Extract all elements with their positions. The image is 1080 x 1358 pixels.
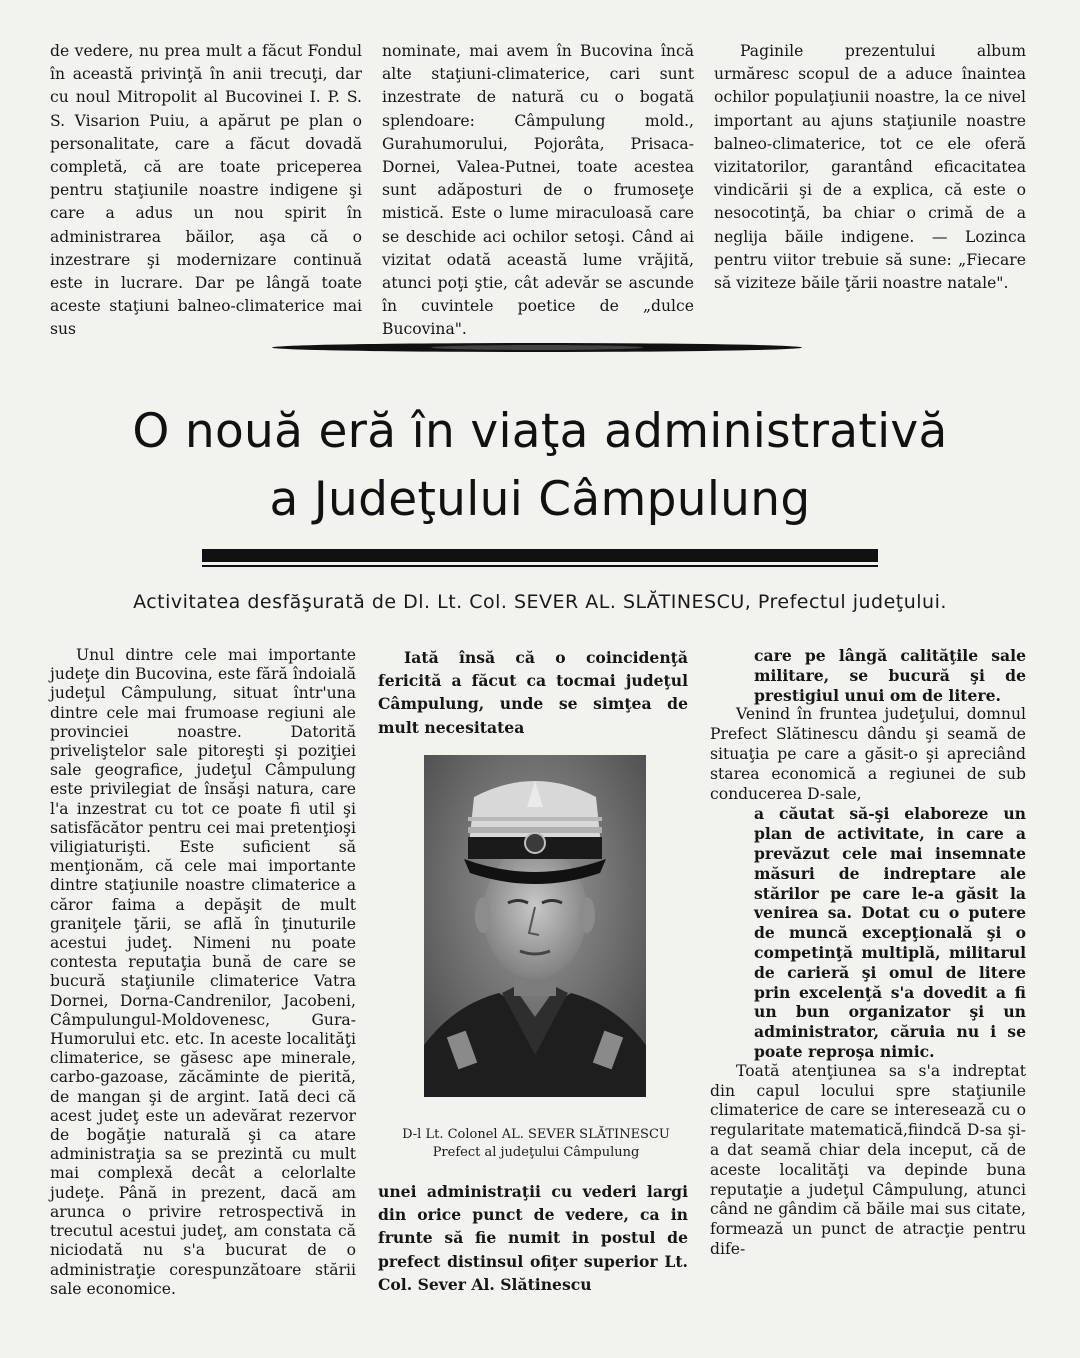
article-subtitle: Activitatea desfăşurată de Dl. Lt. Col. SEVER AL. SLĂTINESCU, Prefectul judeţului. bbox=[133, 591, 947, 613]
body-column-3 bbox=[710, 646, 1026, 1260]
top-column-2-text: nominate, mai avem în Bucovina încă alte staţiuni-climaterice, cari sunt inzestrate de natură cu o bogată splendoare: Câmpulung mold., Gurahumorului, Pojorâta, Prisaca-Dornei, Valea-Putnei, toate acestea sunt adăposturi de o frumoseţe mistică. Este o lume miraculoasă care se deschide aci ochilor setoşi. Când ai vizitat odată această lume vrăjită, atunci poţi ştie, cât adevăr se ascunde în cuvintele poetice de „dulce Bucovina". bbox=[382, 42, 694, 339]
body-column-2-top-text: Iată însă că o coincidenţă fericită a făcut ca tocmai judeţul Câmpulung, unde se simţea de mult necesitatea bbox=[378, 648, 688, 737]
top-column-2 bbox=[382, 40, 694, 342]
headline-rule bbox=[202, 549, 878, 562]
body-column-2-top bbox=[378, 646, 688, 739]
body-column-3-paragraph-1: Venind în fruntea judeţului, domnul Prefect Slătinescu dându şi seamă de situaţia pe care a găsit-o şi apreciând starea economică a regiunei de sub conducerea D-sale, bbox=[710, 705, 1026, 803]
caption-line-2: Prefect al judeţului Câmpulung bbox=[432, 1145, 640, 1160]
body-column-2-bottom-text: unei administraţii cu vederi largi din orice punct de vedere, ca in frunte să fie numit in postul de prefect distinsul ofiţer superior Lt. Col. Sever Al. Slătinescu bbox=[378, 1182, 688, 1294]
article-headline bbox=[0, 398, 1080, 534]
top-column-1-text: de vedere, nu prea mult a făcut Fondul în această privinţă în anii trecuţi, dar cu noul Mitropolit al Bucovinei I. P. S. S. Visarion Puiu, a apărut pe plan o personalitate, care a făcut dovadă completă, că are toate priceperea pentru staţiunile noastre indigene şi care a adus un nou spirit în administrarea băilor, aşa că o inzestrare şi modernizare continuă este in lucrare. Dar pe lângă toate aceste staţiuni balneo-climaterice mai sus bbox=[50, 42, 362, 339]
body-column-2-bottom bbox=[378, 1180, 688, 1296]
body-column-1-text: Unul dintre cele mai importante judeţe din Bucovina, este fără îndoială judeţul Câmpulung, situat într'una dintre cele mai frumoase regiuni ale provinciei noastre. Datorită priveliştelor sale pitoreşti şi poziţiei sale geografice, judeţul Câmpulung este privilegiat de însăşi natura, care l'a inzestrat cu tot ce poate fi util şi satisfăcător pentru cei mai pretenţioşi viligiaturişti. Este suficient să menţionăm, că cele mai importante dintre staţiunile noastre climaterice a căror faima a depăşit de mult graniţele ţării, se află în ţinuturile acestui judeţ. Nimeni nu poate contesta reputaţia bună de care se bucură staţiunile climaterice Vatra Dornei, Dorna-Candrenilor, Jacobeni, Câmpulungul-Moldovenesc, Gura-Humorului etc. etc. In aceste localităţi climaterice, se găsesc ape minerale, carbo-gazoase, zăcăminte de pierită, de mangan şi de argint. Iată deci că acest judeţ este un adevărat rezervor de bogăţie naturală şi ca atare administraţia sa se prezintă cu mult mai complexă decât a celorlalte judeţe. Până in prezent, dacă am arunca o privire retrospectivă in trecutul acestui judeţ, am constata că niciodată nu s'a bucurat de o administraţie corespunzătoare stării sale economice. bbox=[50, 646, 356, 1298]
ornamental-divider-top bbox=[272, 343, 802, 352]
caption-line-1: D-l Lt. Colonel AL. SEVER SLĂTINESCU bbox=[402, 1127, 670, 1142]
top-column-3-text: Paginile prezentului album urmăresc scopul de a aduce înaintea ochilor populaţiunii noastre, la ce nivel important au ajuns staţiunile noastre balneo-climaterice, tot ce ele oferă vizitatorilor, garantând eficacitatea vindicării şi de a explica, că este o nesocotinţă, ba chiar o crimă de a neglija băile indigene. — Lozinca pentru viitor trebuie să sune: „Fiecare să viziteze băile ţării noastre natale". bbox=[714, 42, 1026, 293]
portrait-illustration bbox=[424, 755, 646, 1097]
photo-caption bbox=[372, 1126, 700, 1162]
top-column-1 bbox=[50, 40, 362, 342]
top-column-3 bbox=[714, 40, 1026, 295]
body-column-1 bbox=[50, 646, 356, 1299]
headline-line-1: O nouă eră în viaţa administrativă bbox=[132, 404, 948, 459]
body-column-3-bold-2: a căutat să-şi elaboreze un plan de activitate, in care a prevăzut cele mai insemnate măsuri de indreptare ale stărilor pe care le-a găsit la venirea sa. Dotat cu o putere de muncă excepţională şi o competinţă multiplă, militarul de carieră şi omul de litere prin excelenţă s'a dovedit a fi un bun organizator şi un administrator, căruia nu i se poate reproşa nimic. bbox=[754, 804, 1026, 1061]
prefect-portrait-photo bbox=[424, 755, 646, 1097]
body-column-3-bold-1: care pe lângă calităţile sale militare, se bucură şi de prestigiul unui om de litere. bbox=[754, 646, 1026, 705]
headline-line-2: a Judeţului Câmpulung bbox=[269, 472, 811, 527]
body-column-3-paragraph-2: Toată atenţiunea sa s'a indreptat din capul locului spre staţiunile climaterice de care se interesează cu o regularitate matematică,fiindcă D-sa şi-a dat seamă chiar dela inceput, că de aceste localităţi va depinde buna reputaţie a judeţul Câmpulung, atunci când ne gândim că băile mai sus citate, formează un punct de atracţie pentru dife- bbox=[710, 1061, 1026, 1258]
